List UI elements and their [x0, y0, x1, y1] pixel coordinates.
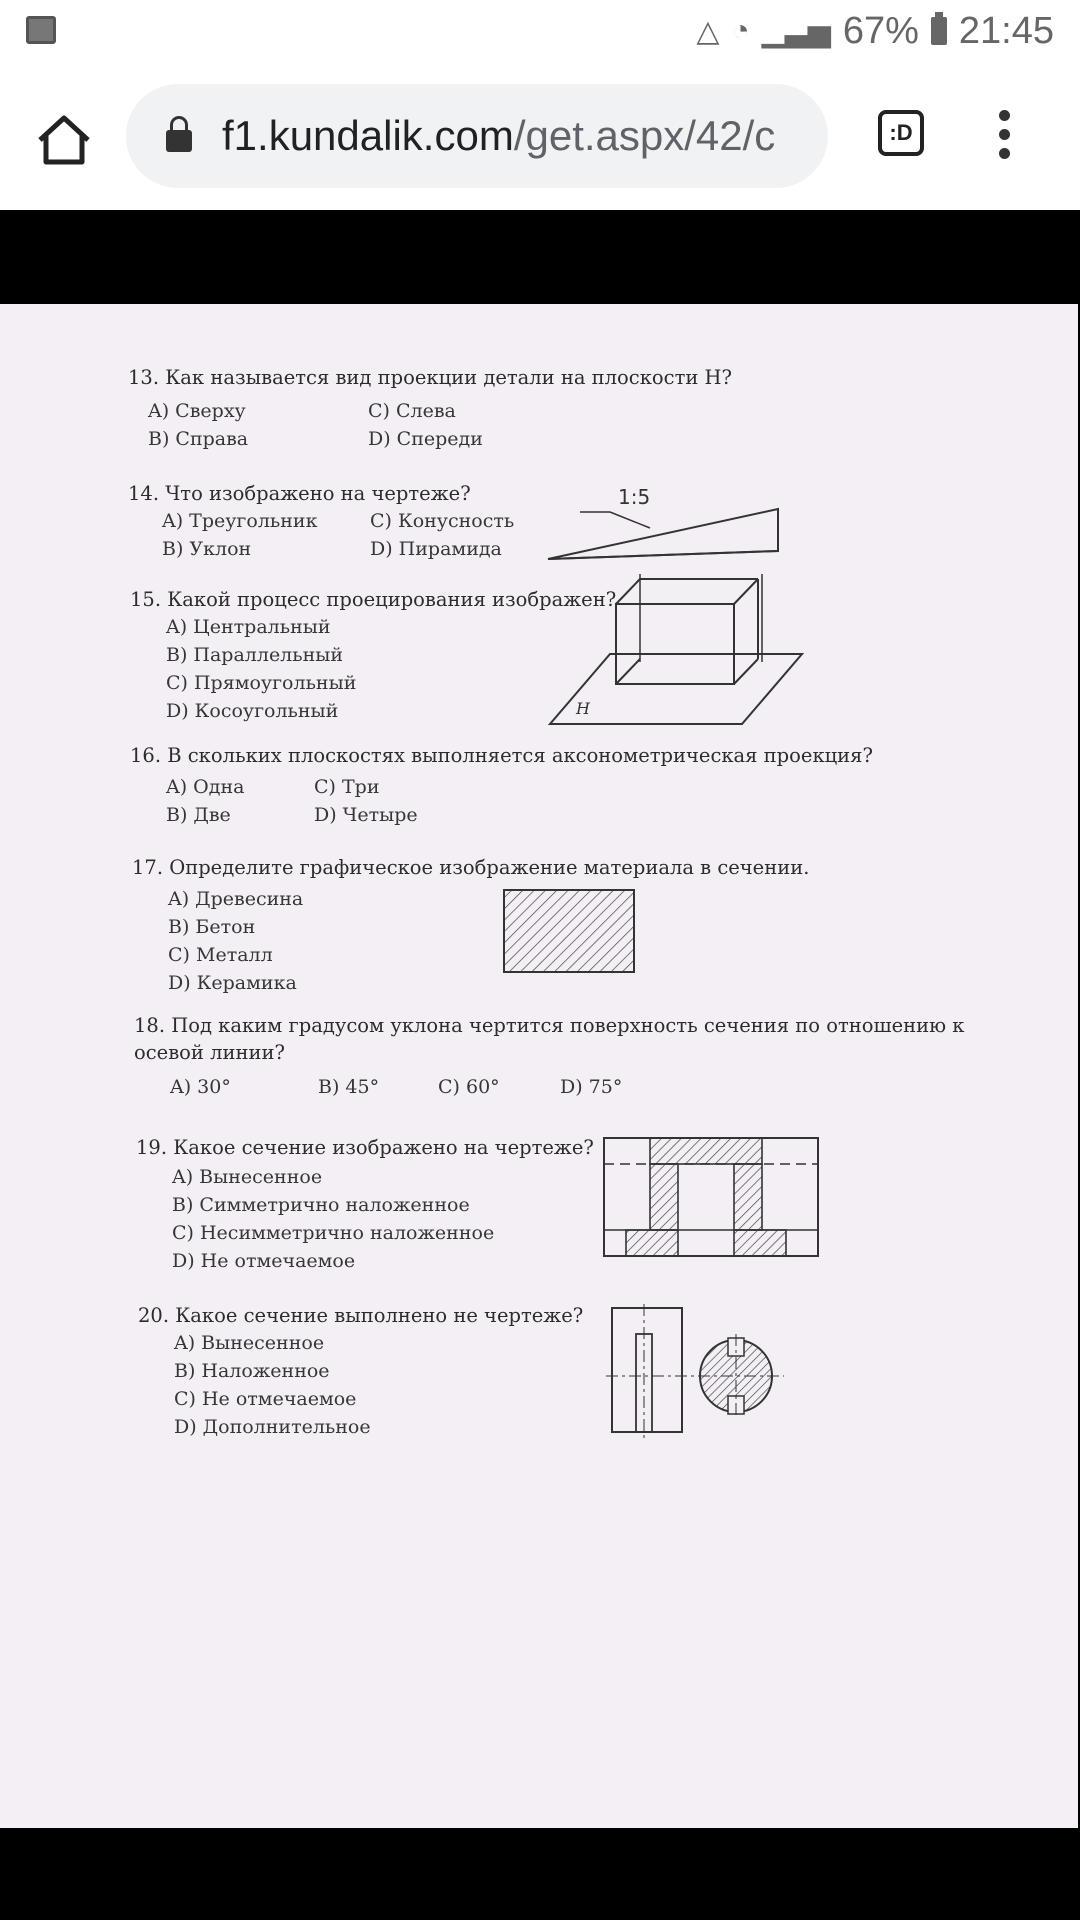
option-b: B) Наложенное — [174, 1360, 330, 1382]
question-18 — [134, 1012, 965, 1066]
option-a: A) Одна — [166, 776, 245, 798]
question-text: Определите графическое изображение материала в сечении. — [169, 856, 810, 879]
option-a: A) 30° — [170, 1076, 231, 1098]
question-number: 15. — [130, 588, 162, 611]
option-d: D) Четыре — [314, 804, 418, 826]
question-17 — [132, 854, 809, 881]
question-text: Как называется вид проекции детали на плоскости H? — [165, 366, 733, 389]
option-c: C) Слева — [368, 400, 456, 422]
url-domain: f1.kundalik.com — [222, 112, 514, 159]
option-c: C) Металл — [168, 944, 273, 966]
option-d: D) Косоугольный — [166, 700, 339, 722]
option-d: D) Спереди — [368, 428, 483, 450]
option-c: C) Прямоугольный — [166, 672, 357, 694]
option-b: B) Две — [166, 804, 231, 826]
option-d: D) Керамика — [168, 972, 297, 994]
option-b: B) Бетон — [168, 916, 256, 938]
question-16 — [130, 742, 873, 769]
wifi-icon: ◔ — [731, 14, 750, 47]
question-number: 16. — [130, 744, 162, 767]
data-saver-icon: △ — [696, 14, 720, 48]
option-c: C) 60° — [438, 1076, 500, 1098]
url-path: /get.aspx/42/c — [513, 112, 776, 159]
option-c: C) Конусность — [370, 510, 515, 532]
image-notification-icon — [26, 16, 56, 44]
question-13 — [128, 364, 732, 391]
question-number: 13. — [128, 366, 160, 389]
question-text: Какой процесс проецирования изображен? — [167, 588, 617, 611]
option-b: B) Справа — [148, 428, 249, 450]
home-icon[interactable] — [36, 114, 92, 166]
option-a: A) Сверху — [148, 400, 246, 422]
signal-icon: ▁▃▅ — [761, 14, 831, 48]
question-text: Какое сечение выполнено не чертеже? — [175, 1304, 584, 1327]
option-d: D) 75° — [560, 1076, 623, 1098]
question-text: Какое сечение изображено на чертеже? — [173, 1136, 594, 1159]
status-indicators — [696, 8, 1054, 54]
option-b: B) Параллельный — [166, 644, 344, 666]
hatched-material-drawing — [502, 888, 636, 974]
option-b: B) Симметрично наложенное — [172, 1194, 470, 1216]
question-text-line2: осевой линии? — [134, 1041, 285, 1064]
question-number: 17. — [132, 856, 164, 879]
browser-toolbar — [0, 62, 1080, 210]
shaft-section-drawing — [606, 1304, 784, 1440]
question-number: 14. — [128, 482, 160, 505]
question-text: Под каким градусом уклона чертится поверхность сечения по отношению к — [171, 1014, 965, 1037]
scale-label: 1:5 — [618, 485, 651, 509]
option-b: B) 45° — [318, 1076, 380, 1098]
option-a: A) Древесина — [168, 888, 304, 910]
question-14 — [128, 480, 471, 507]
option-c: C) Три — [314, 776, 380, 798]
question-number: 18. — [134, 1014, 166, 1037]
battery-icon — [931, 17, 947, 45]
overflow-menu-icon[interactable] — [994, 110, 1014, 166]
option-d: D) Дополнительное — [174, 1416, 371, 1438]
tab-switcher-button[interactable]: :D — [878, 110, 924, 156]
clock: 21:45 — [958, 9, 1054, 52]
section-drawing-19 — [596, 1134, 822, 1260]
address-bar[interactable] — [126, 84, 828, 188]
plane-label: H — [576, 699, 590, 718]
option-c: C) Не отмечаемое — [174, 1388, 357, 1410]
battery-percent: 67% — [842, 9, 919, 52]
option-c: C) Несимметрично наложенное — [172, 1222, 495, 1244]
question-number: 19. — [136, 1136, 168, 1159]
option-a: A) Треугольник — [162, 510, 318, 532]
option-d: D) Пирамида — [370, 538, 502, 560]
status-bar — [0, 0, 1080, 62]
worksheet-page[interactable] — [0, 304, 1078, 1828]
option-d: D) Не отмечаемое — [172, 1250, 356, 1272]
question-19 — [136, 1134, 594, 1161]
option-b: B) Уклон — [162, 538, 252, 560]
question-20 — [138, 1302, 583, 1329]
projection-box-drawing — [540, 574, 810, 734]
option-a: A) Вынесенное — [172, 1166, 323, 1188]
lock-icon[interactable] — [166, 130, 192, 152]
question-text: В скольких плоскостях выполняется аксонометрическая проекция? — [167, 744, 873, 767]
question-number: 20. — [138, 1304, 170, 1327]
option-a: A) Вынесенное — [174, 1332, 325, 1354]
url-text[interactable] — [222, 112, 775, 160]
question-text: Что изображено на чертеже? — [165, 482, 471, 505]
option-a: A) Центральный — [166, 616, 331, 638]
slope-drawing — [540, 484, 790, 564]
